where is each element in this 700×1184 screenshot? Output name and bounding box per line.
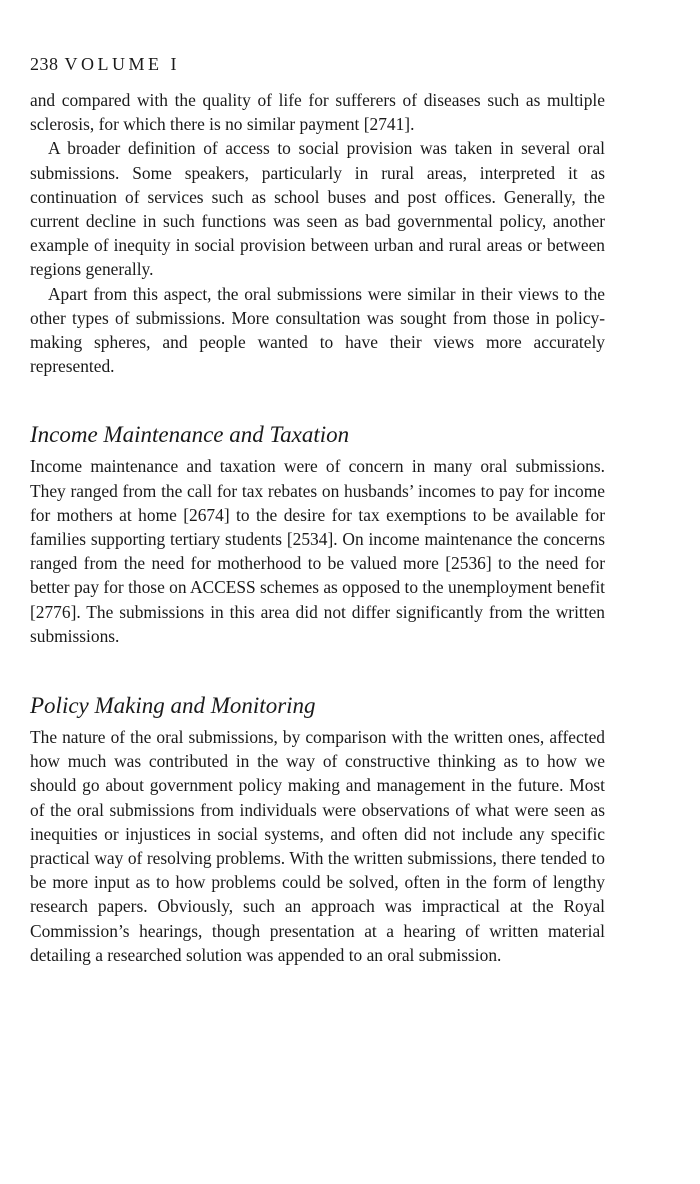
running-head (30, 52, 605, 76)
section-heading-policy: Policy Making and Monitoring (30, 693, 316, 719)
paragraph-policy-body: The nature of the oral submissions, by comparison with the written ones, affected how much was contributed in the way of constructive thinking as to how we should go about government policy making and management in the future. Most of the oral submissions from individuals were observations of what were seen as inequities or injustices in social systems, and often did not include any specific practical way of resolving problems. With the written submissions, there tended to be more input as to how problems could be solved, often in the form of lengthy research papers. Obviously, such an approach was impractical at the Royal Commission’s hearings, though presentation at a hearing of written material detailing a researched solution was appended to an oral submission. (30, 727, 605, 965)
paragraph-oral-views: Apart from this aspect, the oral submissions were similar in their views to the other types of submissions. More consultation was sought from those in policy-making spheres, and people wanted to have their views more accurately represented. (30, 283, 605, 377)
paragraph-access-definition: A broader definition of access to social provision was taken in several oral submissions. Some speakers, particularly in rural areas, interpreted it as continuation of services such as school buses and post offices. Generally, the current decline in such functions was seen as bad governmental policy, another example of inequity in social provision between urban and rural areas or between regions generally. (30, 138, 605, 280)
page-number: 238 (30, 54, 59, 74)
section-heading-income: Income Maintenance and Taxation (30, 422, 350, 448)
volume-label: VOLUME I (64, 54, 180, 74)
paragraph-continuation: and compared with the quality of life for sufferers of diseases such as multiple sclerosis, for which there is no similar payment [2741]. (30, 90, 605, 135)
paragraph-income-body: Income maintenance and taxation were of concern in many oral submissions. They ranged from the call for tax rebates on husbands’ incomes to pay for income for mothers at home [2674] to the desire for tax exemptions to be available for families supporting tertiary students [2534]. On income maintenance the concerns ranged from the need for motherhood to be valued more [2536] to the need for better pay for those on ACCESS schemes as opposed to the unemployment benefit [2776]. The submissions in this area did not differ significantly from the written submissions. (30, 456, 605, 646)
book-page (30, 52, 605, 967)
